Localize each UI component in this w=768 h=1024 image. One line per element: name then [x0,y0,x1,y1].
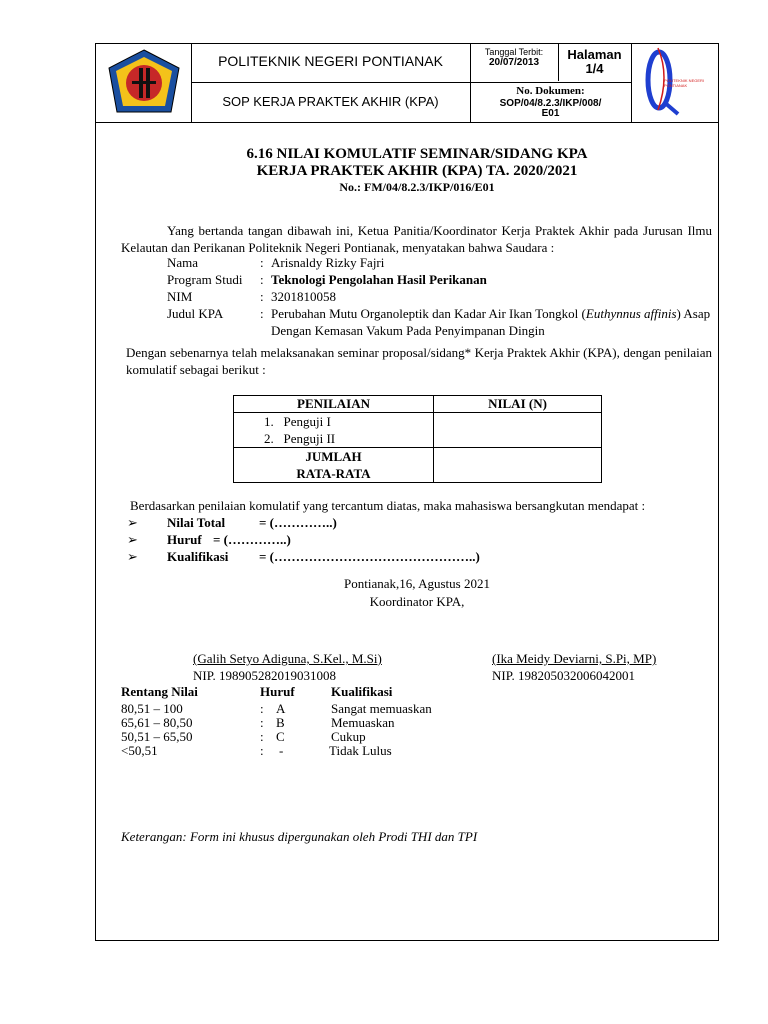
scale-head-range: Rentang Nilai [121,684,198,699]
col-penilaian: PENILAIAN [234,396,434,413]
place-date: Pontianak,16, Agustus 2021 [344,576,490,591]
letter-grade-value: = (…………..) [213,532,291,547]
scale-head-qualification: Kualifikasi [331,684,393,699]
header-bottom-rule [95,122,719,123]
form-number: No.: FM/04/8.2.3/IKP/016/E01 [339,180,495,194]
page-label: Halaman [567,47,622,62]
scale-range: <50,51 [121,743,158,758]
kpa-title [271,306,712,322]
name-label: Nama [167,255,199,270]
issue-date: 20/07/2013 [488,57,540,68]
title-label: Judul KPA [167,306,224,321]
intro-paragraph: Yang bertanda tangan dibawah ini, Ketua Panitia/Koordinator Kerja Praktek Akhir pada Jurusan Ilmu Kelautan dan Perikanan Politeknik Negeri Pontianak, menyatakan bahwa Saudara : [121,223,712,255]
bullet-arrow-icon: ➢ [127,549,138,564]
scale-colon: : [260,715,264,730]
left-signer-name: (Galih Setyo Adiguna, S.Kel., M.Si) [193,651,382,666]
colon: : [260,289,264,304]
student-name: Arisnaldy Rizky Fajri [271,255,385,270]
grade-table [233,395,602,483]
examiner-2: Penguji II [283,431,336,446]
program-label: Program Studi [167,272,243,287]
header-divider [631,43,632,122]
summary-score-cell [434,448,602,483]
examiner-cell [234,413,434,448]
student-program: Teknologi Pengolahan Hasil Perikanan [271,272,487,287]
statement: Dengan sebenarnya telah melaksanakan seminar proposal/sidang* Kerja Praktek Akhir (KPA), dengan penilaian komulatif sebagai berikut : [126,345,712,377]
scale-letter: B [276,715,285,730]
issue-date-label: Tanggal Terbit: [484,47,544,57]
scale-qualification: Memuaskan [331,715,395,730]
right-signer-name: (Ika Meidy Deviarni, S.Pi, MP) [492,651,657,666]
bullet-arrow-icon: ➢ [127,515,138,530]
student-nim: 3201810058 [271,289,336,304]
scale-range: 65,61 – 80,50 [121,715,193,730]
institution-name: POLITEKNIK NEGERI PONTIANAK [218,53,443,69]
quality-logo-text: POLITEKNIK NEGERI PONTIANAK [664,78,705,88]
summary-cell [234,448,434,483]
signer-role: Koordinator KPA, [369,594,465,609]
colon: : [260,272,264,287]
colon: : [260,255,264,270]
sop-title: SOP KERJA PRAKTEK AKHIR (KPA) [222,94,439,109]
left-signer-nip: NIP. 198905282019031008 [193,668,337,683]
scale-letter: - [279,743,284,758]
scale-letter: A [276,701,286,716]
doc-number-label: No. Dokumen: [516,85,585,97]
scale-range: 80,51 – 100 [121,701,183,716]
average-label: RATA-RATA [296,466,371,481]
footnote: Keterangan: Form ini khusus dipergunakan oleh Prodi THI dan TPI [121,829,478,844]
qualification-label: Kualifikasi [167,549,229,564]
score-cell [434,413,602,448]
form-title: 6.16 NILAI KOMULATIF SEMINAR/SIDANG KPA [246,146,588,162]
row-number: 2. [264,431,274,446]
scale-range: 50,51 – 65,50 [121,729,193,744]
kpa-title-line2: Dengan Kemasan Vakum Pada Penyimpanan Dingin [271,323,545,338]
letter-grade-label: Huruf [167,532,202,547]
doc-number-line2: E01 [541,108,560,119]
colon: : [260,306,264,321]
scale-letter: C [276,729,285,744]
total-label: JUMLAH [305,449,362,464]
qualification-value: = (………………………………………..) [259,549,480,564]
nim-label: NIM [167,289,193,304]
result-intro: Berdasarkan penilaian komulatif yang tercantum diatas, maka mahasiswa bersangkutan mendapat : [130,498,646,513]
row-number: 1. [264,414,274,429]
scale-head-letter: Huruf [260,684,295,699]
header-mid-rule [191,82,631,83]
scale-qualification: Cukup [331,729,366,744]
col-nilai: NILAI (N) [434,396,602,413]
page-number: 1/4 [585,61,604,76]
scale-qualification: Sangat memuaskan [331,701,432,716]
scale-qualification: Tidak Lulus [329,743,392,758]
total-score-value: = (…………..) [259,515,337,530]
total-score-label: Nilai Total [167,515,226,530]
bullet-arrow-icon: ➢ [127,532,138,547]
doc-number: SOP/04/8.2.3/IKP/008/ [499,98,602,109]
kpa-title-part: Perubahan Mutu Organoleptik dan Kadar Air Ikan Tongkol ( [271,306,586,321]
kpa-title-part: ) Asap [676,306,711,321]
scale-colon: : [260,743,264,758]
kpa-title-species: Euthynnus affinis [585,306,677,321]
examiner-1: Penguji I [283,414,331,429]
scale-colon: : [260,729,264,744]
right-signer-nip: NIP. 198205032006042001 [492,668,636,683]
form-subtitle: KERJA PRAKTEK AKHIR (KPA) TA. 2020/2021 [256,163,578,179]
scale-colon: : [260,701,264,716]
polnep-logo-sub: POLNEP [133,107,155,113]
